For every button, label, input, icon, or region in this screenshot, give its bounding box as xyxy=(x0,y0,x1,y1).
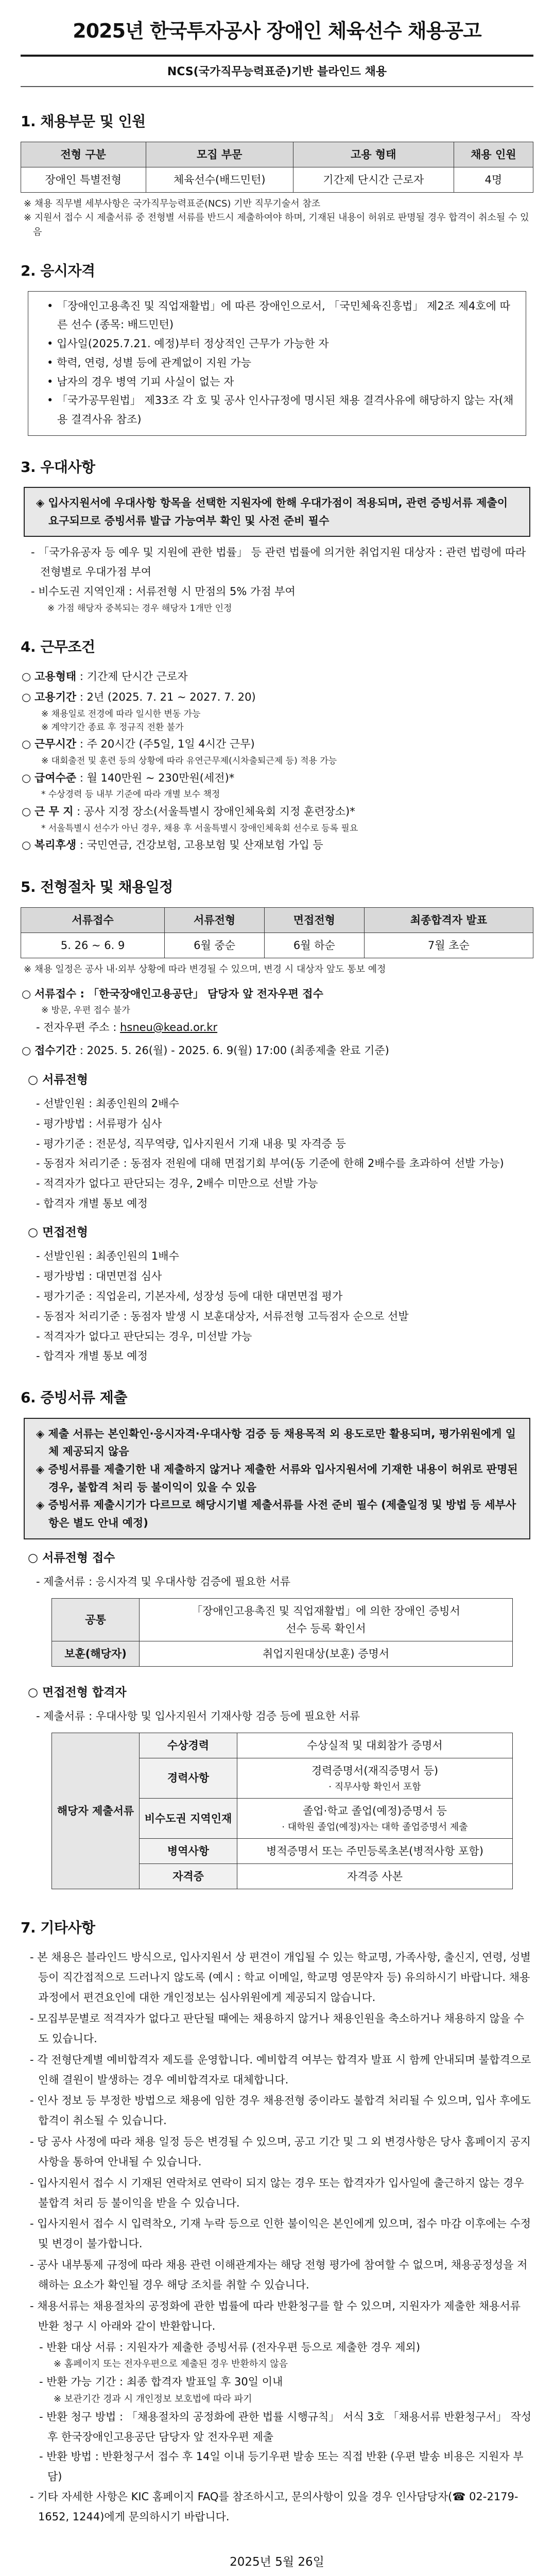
note: ※ 채용일로 전경에 따라 일시한 변동 가능 xyxy=(41,709,201,720)
table-header: 서류전형 xyxy=(165,907,265,933)
list-item: - 제출서류 : 우대사항 및 입사지원서 기재사항 검증 등에 필요한 서류 xyxy=(36,1709,360,1722)
condition-row: ○ 고용기간 : 2년 (2025. 7. 21 ~ 2027. 7. 20) xyxy=(22,691,256,704)
sub-heading: ○ 서류전형 xyxy=(28,1073,88,1087)
title-divider xyxy=(21,55,533,57)
list-item: • 학력, 연령, 성별 등에 관계없이 지원 가능 xyxy=(47,356,252,369)
page-subtitle: NCS(국가직무능력표준)기반 블라인드 채용 xyxy=(167,65,387,78)
email-link[interactable]: hsneu@kead.or.kr xyxy=(120,1021,218,1033)
table-header: 서류접수 xyxy=(21,907,165,933)
notice-item: ◈ 증빙서류 제출시기가 다르므로 해당시기별 제출서류를 사전 준비 필수 (제출일정 및 방법 등 세부사항은 별도 안내 예정) xyxy=(36,1499,516,1529)
note: ※ 가점 해당자 중복되는 경우 해당자 1개만 인정 xyxy=(47,603,232,614)
subtitle-divider xyxy=(21,86,533,87)
table-cell: 체육선수(배드민턴) xyxy=(146,167,293,192)
page-title: 2025년 한국투자공사 장애인 체육선수 채용공고 xyxy=(73,20,481,42)
sub-heading: ○ 서류전형 접수 xyxy=(28,1551,115,1565)
table-cell: 7월 초순 xyxy=(364,933,533,958)
section-recruitment xyxy=(21,110,533,240)
list-item: - 비수도권 지역인재 : 서류전형 시 만점의 5% 가점 부여 xyxy=(31,585,296,598)
note: * 수상경력 등 내부 기준에 따라 개별 보수 책정 xyxy=(41,789,220,800)
list-item: - 동점자 처리기준 : 동점자 발생 시 보훈대상자, 서류전형 고득점자 순으로 선발 xyxy=(36,1310,409,1323)
table-cell: 자격증 xyxy=(140,1864,237,1889)
table-row xyxy=(21,167,533,192)
section-title: 1. 채용부문 및 인원 xyxy=(21,113,146,130)
receipt-row: ○ 서류접수 : 「한국장애인고용공단」 담당자 앞 전자우편 접수 xyxy=(22,987,323,1000)
eligibility-box xyxy=(28,291,526,436)
recruitment-table xyxy=(21,142,533,193)
table-header: 고용 형태 xyxy=(293,142,454,167)
section-preferences xyxy=(21,455,533,616)
note: ※ 계약기간 종료 후 정규직 전환 불가 xyxy=(41,722,184,733)
table-cell: 비수도권 지역인재 xyxy=(140,1798,237,1838)
note: ※ 보관기간 경과 시 개인정보 보호법에 따라 파기 xyxy=(54,2394,252,2404)
table-cell: 기간제 단시간 근로자 xyxy=(293,167,454,192)
list-item: - 평가기준 : 전문성, 직무역량, 입사지원서 기재 내용 및 자격증 등 xyxy=(36,1137,346,1150)
notice-item: ◈ 제출 서류는 본인확인·응시자격·우대사항 검증 등 채용목적 외 용도로만 활용되며, 평가위원에게 일체 제공되지 않음 xyxy=(36,1427,516,1458)
note: ※ 지원서 접수 시 제출서류 중 전형별 서류를 반드시 제출하여야 하며, 기재된 내용이 허위로 판명될 경우 합격이 취소될 수 있음 xyxy=(24,212,529,238)
section-eligibility xyxy=(21,259,533,436)
list-item: - 본 채용은 블라인드 방식으로, 입사지원서 상 편견이 개입될 수 있는 학교명, 가족사항, 출신지, 연령, 성별 등이 직간접적으로 드러나지 않도록 (예시 : 학교 이메일, 학교명 영문약자 등) 유의하시기 바랍니다. 채용 과정에서 편견요인에 대한 개인정보는 심사위원에게 제공되지 않습니다. xyxy=(30,1951,531,2004)
doc-phase-table xyxy=(51,1598,513,1667)
list-item: • 「장애인고용촉진 및 직업재활법」에 따른 장애인으로서, 「국민체육진흥법」 제2조 제4호에 따른 선수 (종목: 배드민턴) xyxy=(47,299,510,331)
table-cell: 4명 xyxy=(454,167,533,192)
table-cell: 병역사항 xyxy=(140,1839,237,1864)
list-item: - 평가기준 : 직업윤리, 기본자세, 성장성 등에 대한 대면면접 평가 xyxy=(36,1290,343,1302)
table-cell: 장애인 특별전형 xyxy=(21,167,146,192)
table-row xyxy=(52,1733,513,1758)
list-subitem: - 반환 방법 : 반환청구서 접수 후 14일 이내 등기우편 발송 또는 직접 반환 (우편 발송 비용은 지원자 부담) xyxy=(39,2450,524,2483)
condition-row: ○ 고용형태 : 기간제 단시간 근로자 xyxy=(22,670,188,683)
table-row xyxy=(21,933,533,958)
list-item: - 선발인원 : 최종인원의 1배수 xyxy=(36,1250,179,1263)
table-cell: 수상경력 xyxy=(140,1733,237,1758)
list-item: - 평가방법 : 서류평가 심사 xyxy=(36,1117,162,1130)
table-cell: 수상실적 및 대회참가 증명서 xyxy=(237,1733,513,1758)
table-cell: 6월 하순 xyxy=(264,933,364,958)
table-row xyxy=(52,1641,513,1666)
list-item: - 제출서류 : 응시자격 및 우대사항 검증에 필요한 서류 xyxy=(36,1575,291,1588)
period-row: ○ 접수기간 : 2025. 5. 26(월) - 2025. 6. 9(월) 17:00 (최종제출 완료 기준) xyxy=(22,1044,389,1057)
list-item: • 입사일(2025.7.21. 예정)부터 정상적인 근무가 가능한 자 xyxy=(47,337,329,350)
note: ※ 채용 직무별 세부사항은 국가직무능력표준(NCS) 기반 직무기술서 참조 xyxy=(24,198,321,209)
interview-phase-table xyxy=(51,1733,513,1889)
section-title: 3. 우대사항 xyxy=(21,458,95,476)
table-cell: 경력사항 xyxy=(140,1758,237,1798)
list-item: - 적격자가 없다고 판단되는 경우, 2배수 미만으로 선발 가능 xyxy=(36,1177,318,1190)
list-item: - 합격자 개별 통보 예정 xyxy=(36,1197,148,1210)
table-header: 채용 인원 xyxy=(454,142,533,167)
table-header-row xyxy=(21,142,533,167)
list-item: - 동점자 처리기준 : 동점자 전원에 대해 면접기회 부여(동 기준에 한해 2배수를 초과하여 선발 가능) xyxy=(36,1157,504,1170)
list-item: • 「국가공무원법」 제33조 각 호 및 공사 인사규정에 명시된 채용 결격사유에 해당하지 않는 자(채용 결격사유 참조) xyxy=(47,394,514,426)
condition-row: ○ 급여수준 : 월 140만원 ~ 230만원(세전)* xyxy=(22,771,235,784)
table-cell: 졸업·학교 졸업(예정)증명서 등 · 대학원 졸업(예정)자는 대학 졸업증명서 제출 xyxy=(237,1798,513,1838)
table-header: 전형 구분 xyxy=(21,142,146,167)
list-item: - 평가방법 : 대면면접 심사 xyxy=(36,1270,162,1283)
table-cell: 5. 26 ~ 6. 9 xyxy=(21,933,165,958)
list-item: - 입사지원서 접수 시 기재된 연락처로 연락이 되지 않는 경우 또는 합격자가 입사일에 출근하지 않는 경우 불합격 처리 등 불이익을 받을 수 있습니다. xyxy=(30,2176,524,2209)
list-item: - 공사 내부통제 규정에 따라 채용 관련 이해관계자는 해당 전형 평가에 참여할 수 없으며, 채용공정성을 저해하는 요소가 확인될 경우 해당 조치를 취할 수 있습니다. xyxy=(30,2259,528,2291)
list-item: - 선발인원 : 최종인원의 2배수 xyxy=(36,1097,179,1110)
notice-item: ◈ 증빙서류를 제출기한 내 제출하지 않거나 제출한 서류와 입사지원서에 기재한 내용이 허위로 판명된 경우, 불합격 처리 등 불이익이 있을 수 있음 xyxy=(36,1463,518,1494)
section-process xyxy=(21,875,533,1366)
condition-row: ○ 복리후생 : 국민연금, 건강보험, 고용보험 및 산재보험 가입 등 xyxy=(22,839,323,852)
section-title: 6. 증빙서류 제출 xyxy=(21,1389,127,1406)
section-title: 7. 기타사항 xyxy=(21,1919,95,1937)
table-cell: 경력증명서(재직증명서 등) · 직무사항 확인서 포함 xyxy=(237,1758,513,1798)
table-cell: 공통 xyxy=(52,1598,140,1641)
table-cell: 해당자 제출서류 xyxy=(52,1733,140,1889)
list-item: - 「국가유공자 등 예우 및 지원에 관한 법률」 등 관련 법률에 의거한 취업지원 대상자 : 관련 법령에 따라 전형별로 우대가점 부여 xyxy=(31,546,526,579)
sub-heading: ○ 면접전형 xyxy=(28,1225,88,1239)
list-item: • 남자의 경우 병역 기피 사실이 없는 자 xyxy=(47,375,234,388)
list-item: - 합격자 개별 통보 예정 xyxy=(36,1350,148,1363)
condition-row: ○ 근무시간 : 주 20시간 (주5일, 1일 4시간 근무) xyxy=(22,738,255,751)
notice-box xyxy=(24,487,530,537)
note: ※ 대회출전 및 훈련 등의 상황에 따라 유연근무제(시차출퇴근제 등) 적용 가능 xyxy=(41,756,337,767)
list-item: - 기타 자세한 사항은 KIC 홈페이지 FAQ를 참조하시고, 문의사항이 있을 경우 인사담당자(☎ 02-2179-1652, 1244)에게 문의하시기 바랍니다. xyxy=(30,2490,518,2523)
notice-box xyxy=(24,1418,530,1539)
table-cell: 보훈(해당자) xyxy=(52,1641,140,1666)
list-subitem: - 반환 가능 기간 : 최종 합격자 발표일 후 30일 이내 xyxy=(39,2376,283,2388)
sub-heading: ○ 면접전형 합격자 xyxy=(28,1685,127,1699)
section-title: 2. 응시자격 xyxy=(21,262,95,280)
list-subitem: - 반환 청구 방법 : 「채용절차의 공정화에 관한 법률 시행규칙」 서식 3호 「채용서류 반환청구서」 작성 후 한국장애인고용공단 담당자 앞 전자우편 제출 xyxy=(39,2410,532,2443)
table-header-row xyxy=(21,907,533,933)
table-cell: 병적증명서 또는 주민등록초본(병적사항 포함) xyxy=(237,1839,513,1864)
note: * 서울특별시 선수가 아닌 경우, 채용 후 서울특별시 장애인체육회 선수로 등록 필요 xyxy=(41,823,358,834)
table-cell: 6월 중순 xyxy=(165,933,265,958)
table-header: 모집 부문 xyxy=(146,142,293,167)
note: ※ 홈페이지 또는 전자우편으로 제출된 경우 반환하지 않음 xyxy=(54,2359,288,2370)
notice-item: ◈ 입사지원서에 우대사항 항목을 선택한 지원자에 한해 우대가점이 적용되며, 관련 증빙서류 제출이 요구되므로 증빙서류 발급 가능여부 확인 및 사전 준비 필수 xyxy=(36,497,508,527)
table-cell: 자격증 사본 xyxy=(237,1864,513,1889)
announcement-date: 2025년 5월 26일 xyxy=(230,2555,324,2569)
note: ※ 방문, 우편 접수 불가 xyxy=(41,1005,130,1016)
list-item: - 각 전형단계별 예비합격자 제도를 운영합니다. 예비합격 여부는 합격자 발표 시 함께 안내되며 불합격으로 인해 결원이 발생하는 경우 예비합격자로 대체합니다. xyxy=(30,2053,531,2086)
list-item: - 입사지원서 접수 시 입력착오, 기재 누락 등으로 인한 불이익은 본인에게 있으며, 접수 마감 이후에는 수정 및 변경이 불가합니다. xyxy=(30,2217,531,2250)
table-row xyxy=(52,1598,513,1641)
list-subitem: - 반환 대상 서류 : 지원자가 제출한 증빙서류 (전자우편 등으로 제출한 경우 제외) xyxy=(39,2341,421,2353)
section-conditions xyxy=(21,635,533,856)
list-item: - 당 공사 사정에 따라 채용 일정 등은 변경될 수 있으며, 공고 기간 및 그 외 변경사항은 당사 홈페이지 공지사항을 통하여 안내될 수 있습니다. xyxy=(30,2136,531,2168)
section-title: 4. 근무조건 xyxy=(21,638,95,656)
table-cell: 「장애인고용촉진 및 직업재활법」에 의한 장애인 증빙서 선수 등록 확인서 xyxy=(140,1598,513,1641)
note: ※ 채용 일정은 공사 내·외부 상황에 따라 변경될 수 있으며, 변경 시 대상자 앞도 통보 예정 xyxy=(24,963,386,975)
schedule-table xyxy=(21,907,533,958)
condition-row: ○ 근 무 지 : 공사 지정 장소(서울특별시 장애인체육회 지정 훈련장소)* xyxy=(22,805,355,818)
table-cell: 취업지원대상(보훈) 증명서 xyxy=(140,1641,513,1666)
section-misc xyxy=(21,1916,533,2527)
section-documents xyxy=(21,1386,533,1896)
table-header: 최종합격자 발표 xyxy=(364,907,533,933)
list-item: - 적격자가 없다고 판단되는 경우, 미선발 가능 xyxy=(36,1330,252,1343)
list-item: - 인사 정보 등 부정한 방법으로 채용에 임한 경우 채용전형 중이라도 불합격 처리될 수 있으며, 입사 후에도 합격이 취소될 수 있습니다. xyxy=(30,2094,531,2127)
email-row: - 전자우편 주소 : hsneu@kead.or.kr xyxy=(36,1021,218,1033)
table-header: 면접전형 xyxy=(264,907,364,933)
list-item: - 모집부문별로 적격자가 없다고 판단될 때에는 채용하지 않거나 채용인원을 축소하거나 채용하지 않을 수도 있습니다. xyxy=(30,2012,524,2045)
list-item: - 채용서류는 채용절차의 공정화에 관한 법률에 따라 반환청구를 할 수 있으며, 지원자가 제출한 채용서류 반환 청구 시 아래와 같이 반환합니다. xyxy=(30,2299,521,2332)
section-title: 5. 전형절차 및 채용일정 xyxy=(21,878,173,896)
